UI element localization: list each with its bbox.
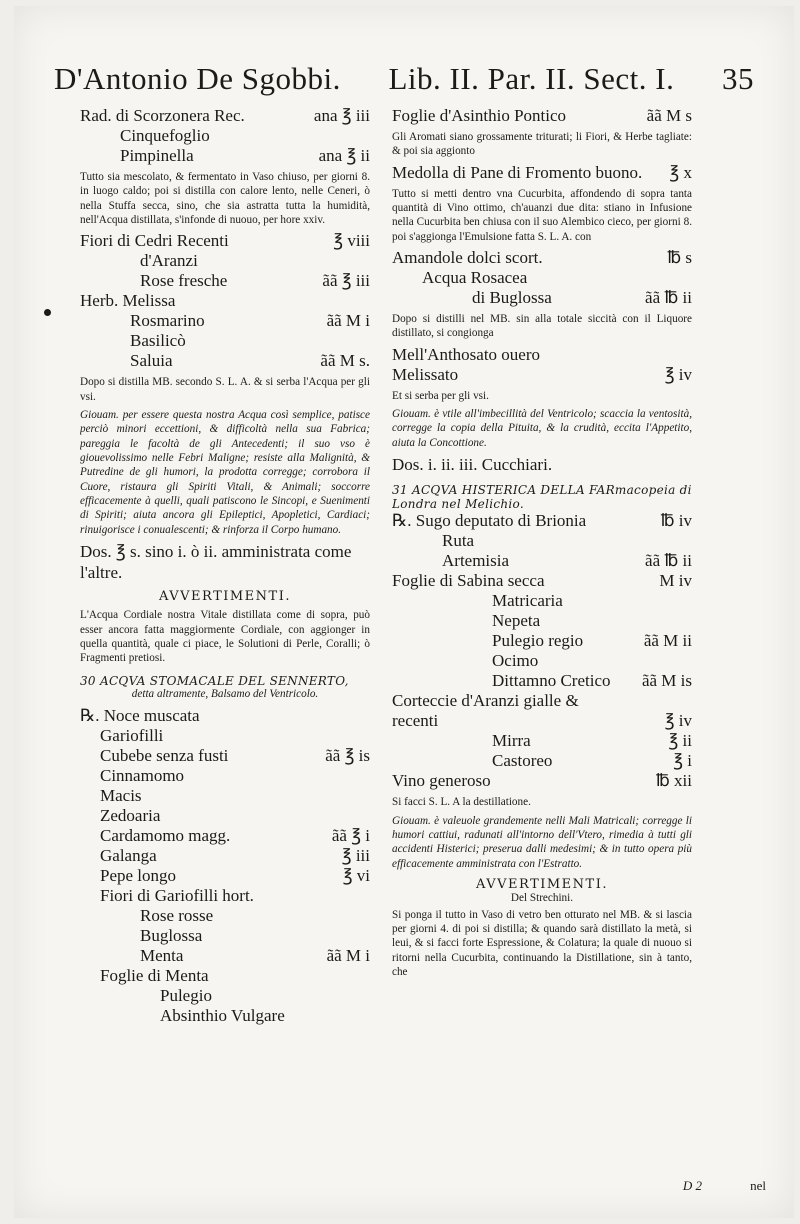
author-name: D'Antonio De Sgobbi. — [54, 61, 341, 96]
ingredient-line: di Buglossa ãã ℔ ii — [472, 287, 692, 307]
margin-dot-mark — [44, 309, 51, 316]
avvertimenti-heading: AVVERTIMENTI. — [476, 876, 608, 892]
ingredient-line: Gariofilli — [100, 725, 164, 745]
ingredient-line: Fiori di Gariofilli hort. — [100, 885, 254, 905]
book-page — [14, 6, 794, 1218]
virtues-paragraph: Giouam. è vtile all'imbecillità del Ventricolo; scaccia la ventosità, corregge la copia della Pituita, & la crudità, eccita l'Appetito, aiuta la Concottione. — [392, 407, 692, 449]
dose-line: Dos. ℥ s. sino i. ò ii. amministrata come l'altre. — [80, 541, 352, 583]
virtues-paragraph: Giouam. per essere questa nostra Acqua così semplice, patisce perciò minori eccettioni, & difficoltà nella sua Fabrica; pareggia le facoltà de gli Antecedenti; il suo vso è giouevolissimo nelle Febri Maligne; resiste alla Malignità, & Putredine de gli humori, la prodotta corregge; corrobora il Cuore, ristaura gli Spiriti Vitali, & Animali; soccorre efficacemente à quelli, quali patiscono le Sincopi, e Suenimenti di Spiriti; aiuta ancora gli Epileptici, Apopletici, Cardiaci; rinuigorisce i conualescenti; & rinforza il Corpo humano. — [80, 408, 370, 536]
virtues-paragraph: Giouam. è valeuole grandemente nelli Mali Matricali; corregge li humori cattiui, radunati all'intorno dell'Vtero, rimedia à tutti gli accidenti Histerici; preserua dalli medesimi; & in tutto opera più efficacemente amministrata con l'Estratto. — [392, 814, 692, 870]
book-reference: Lib. II. Par. II. Sect. I. — [388, 61, 675, 96]
ingredient-line: Saluia ãã M s. — [130, 351, 370, 371]
instruction-paragraph: Gli Aromati siano grossamente triturati; li Fiori, & Herbe tagliate: & poi sia aggionto — [392, 131, 692, 158]
avvertimenti-subheading: Del Strechini. — [510, 891, 574, 904]
ingredient-line: Cinquefoglio — [120, 126, 210, 145]
catchword: nel — [750, 1178, 766, 1193]
avvertimenti-heading: AVVERTIMENTI. — [159, 589, 291, 605]
ingredient-line: Absinthio Vulgare — [160, 1005, 285, 1025]
ingredient-line: Galanga ℥ iii — [100, 845, 370, 865]
ingredient-line: Corteccie d'Aranzi gialle & recenti ℥ iv — [392, 691, 692, 731]
section-31-title: 31 ACQVA HISTERICA DELLA FARmacopeia di Londra nel Melichio. — [392, 483, 692, 512]
page-number: 35 — [722, 61, 754, 96]
ingredient-line: Foglie d'Asinthio Pontico ãã M s — [392, 106, 692, 125]
ingredient-line: Pimpinella ana ℥ ii — [120, 146, 370, 165]
ingredient-line: Basilicò — [130, 331, 186, 351]
ingredient-line: Foglie di Menta — [100, 965, 209, 985]
instruction-paragraph: Dopo si distilla MB. secondo S. L. A. & si serba l'Acqua per gli vsi. — [80, 376, 370, 403]
left-column — [80, 106, 370, 1158]
ingredient-line: Matricaria — [492, 591, 563, 611]
ingredient-line: Herb. Melissa — [80, 291, 176, 311]
ingredient-line: Ocimo — [492, 651, 539, 671]
ingredient-line: Castoreo ℥ i — [492, 751, 692, 771]
ingredient-line: Menta ãã M i — [140, 945, 370, 965]
ingredient-line: Acqua Rosacea — [422, 267, 528, 287]
ingredient-line: ℞. Sugo deputato di Brionia ℔ iv — [392, 511, 692, 531]
ingredient-line: Dittamno Cretico ãã M is — [492, 671, 692, 691]
ingredient-line: Pulegio regio ãã M ii — [492, 631, 692, 651]
right-column — [392, 106, 692, 1158]
ingredient-line: Pepe longo ℥ vi — [100, 865, 370, 885]
ingredient-line: d'Aranzi — [140, 251, 198, 271]
ingredient-line: Zedoaria — [100, 805, 161, 825]
instruction-paragraph: Tutto si metti dentro vna Cucurbita, affondendo di sopra tanta quantità di Vino ottimo, ch'auanzi due dita: stiano in Infusione nella Cucurbita ben chiusa con il suo Alembico cieco, per giorni 8. poi s'aggionga l'Emulsione fatta S. L. A. con — [392, 187, 692, 243]
avvertimenti-paragraph: L'Acqua Cordiale nostra Vitale distillata come di sopra, può esser ancora fatta maggiormente Cordiale, con aggionger in quella quantità, quale ci piace, le Solutioni di Perle, Coralli; ò Fragmenti pretiosi. — [80, 609, 370, 665]
ingredient-line: Cubebe senza fusti ãã ℥ is — [100, 745, 370, 765]
ingredient-line: Vino generoso ℔ xii — [392, 771, 692, 791]
instruction-paragraph: Si facci S. L. A la destillatione. — [392, 796, 531, 809]
instruction-paragraph: Et si serba per gli vsi. — [392, 389, 489, 402]
ingredient-line: Pulegio — [160, 985, 212, 1005]
ingredient-line: ℞. Noce muscata — [80, 705, 200, 725]
section-30-subtitle: detta altramente, Balsamo del Ventricolo. — [131, 687, 319, 700]
ingredient-line: Fiori di Cedri Recenti ℥ viii — [80, 231, 370, 251]
running-head — [54, 54, 754, 104]
instruction-paragraph: Dopo si distilli nel MB. sin alla totale siccità con il Liquore distillato, si congionga — [392, 312, 692, 340]
dose-line: Dos. i. ii. iii. Cucchiari. — [392, 454, 553, 474]
ingredient-line: Mirra ℥ ii — [492, 731, 692, 751]
ingredient-line: Macis — [100, 785, 142, 805]
ingredient-line: Ruta — [442, 531, 475, 551]
ingredient-line: Foglie di Sabina secca M iv — [392, 571, 692, 591]
ingredient-line: Amandole dolci scort. ℔ s — [392, 247, 692, 267]
ingredient-line: Rosmarino ãã M i — [130, 311, 370, 331]
ingredient-line: Cardamomo magg. ãã ℥ i — [100, 825, 370, 845]
avvertimenti-paragraph: Si ponga il tutto in Vaso di vetro ben otturato nel MB. & si lascia per giorni 4. di poi si distilla; & quando sarà distillato la metà, si leui, & si facci forte Espressione, & Colatura; la quale di nuouo si ritorni nella Cucurbita, continuando la Distillatione, sin à tanto, che — [392, 908, 692, 979]
ingredient-line: Nepeta — [492, 611, 541, 631]
ingredient-line: Artemisia ãã ℔ ii — [442, 551, 692, 571]
ingredient-line: Rose rosse — [140, 905, 214, 925]
ingredient-line: Mell'Anthosato ouero Melissato ℥ iv — [392, 344, 692, 384]
ingredient-line: Medolla di Pane di Fromento buono. ℥ x — [392, 162, 692, 182]
instruction-paragraph: Tutto sia mescolato, & fermentato in Vaso chiuso, per giorni 8. in luogo caldo; poi si distilla con calore lento, nelle Ceneri, ò nella Stuffa secca, sino, che sia astratta tutta la humidità, nell'Acqua distillata, s'infonde di nuouo, per hore xxiv. — [80, 171, 370, 226]
ingredient-line: Rose fresche ãã ℥ iii — [140, 271, 370, 291]
ingredient-line: Rad. di Scorzonera Rec. ana ℥ iii — [80, 106, 370, 125]
section-30-title: 30 ACQVA STOMACALE DEL SENNERTO, — [80, 673, 349, 688]
ingredient-line: Buglossa — [140, 925, 203, 945]
ingredient-line: Cinnamomo — [100, 765, 185, 785]
signature-mark: D 2 — [682, 1178, 702, 1193]
